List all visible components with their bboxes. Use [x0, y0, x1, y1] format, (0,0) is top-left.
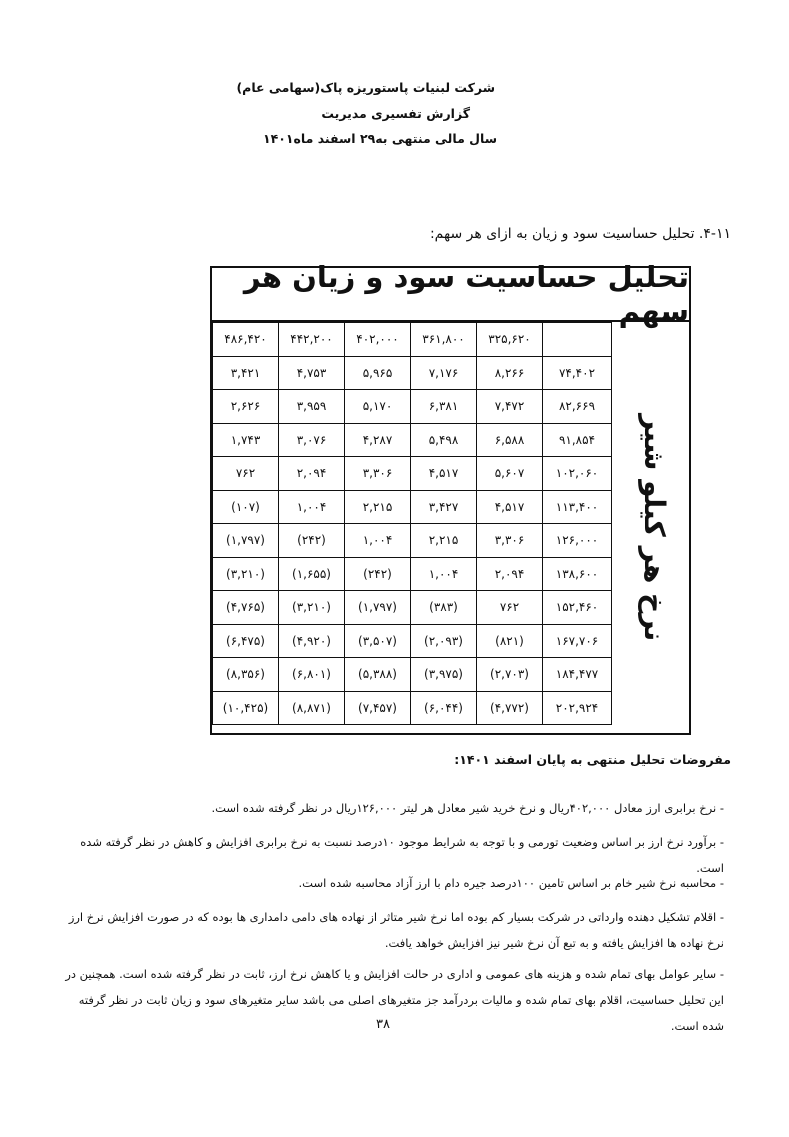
eps-value-cell: (۴,۷۷۲) — [477, 691, 543, 725]
eps-value-cell: (۳۸۳) — [411, 591, 477, 625]
section-title: ۴-۱۱. تحلیل حساسیت سود و زیان به ازای هر سهم: — [429, 226, 731, 242]
eps-value-cell: ۵,۹۶۵ — [345, 356, 411, 390]
eps-value-cell: ۳,۳۰۶ — [345, 457, 411, 491]
eps-value-cell: ۳,۰۷۶ — [279, 423, 345, 457]
fx-rate-header: ۴۰۲,۰۰۰ — [345, 323, 411, 357]
table-row — [213, 423, 681, 457]
eps-value-cell: (۱,۶۵۵) — [279, 557, 345, 591]
assumptions-title: مفروضات تحلیل منتهی به پایان اسفند ۱۴۰۱: — [454, 752, 731, 767]
assumption-item: - سایر عوامل بهای تمام شده و هزینه های عمومی و اداری در حالت افزایش و یا کاهش نرخ ارز، ثابت در نظر گرفته شده است. همچنین در این تحلیل حساسیت، اقلام بهای تمام شده و مالیات بردرآمد جز متغیرهای اصلی می باشد سایر متغیرهای سود و زیان ثابت در نظر گرفته شده است. — [65, 967, 724, 1033]
milk-price-row-header: ۸۲,۶۶۹ — [543, 390, 612, 424]
eps-value-cell: ۶,۵۸۸ — [477, 423, 543, 457]
eps-value-cell: ۲,۰۹۴ — [279, 457, 345, 491]
fiscal-period: سال مالی منتهی به۲۹ اسفند ماه۱۴۰۱ — [263, 131, 497, 146]
page-number: ۳۸ — [376, 1017, 390, 1032]
eps-value-cell: ۴,۲۸۷ — [345, 423, 411, 457]
table-row — [213, 658, 681, 692]
fx-rate-header: ۳۶۱,۸۰۰ — [411, 323, 477, 357]
eps-value-cell: (۲,۷۰۳) — [477, 658, 543, 692]
milk-price-row-header: ۱۶۷,۷۰۶ — [543, 624, 612, 658]
eps-value-cell: ۴,۷۵۳ — [279, 356, 345, 390]
assumption-item: - اقلام تشکیل دهنده وارداتی در شرکت بسیار کم بوده اما نرخ شیر متاثر از نهاده های دامی دامداری ها بوده که در صورت افزایش نرخ ارز نرخ نهاده ها افزایش یافته و به تبع آن نرخ شیر نیز افزایش خواهد یافت. — [68, 910, 724, 950]
eps-value-cell: ۱,۰۰۴ — [345, 524, 411, 558]
eps-value-cell: (۱۰,۴۲۵) — [213, 691, 279, 725]
eps-value-cell: (۲,۰۹۳) — [411, 624, 477, 658]
eps-value-cell: (۳,۵۰۷) — [345, 624, 411, 658]
eps-value-cell: ۷,۴۷۲ — [477, 390, 543, 424]
eps-value-cell: (۷,۴۵۷) — [345, 691, 411, 725]
milk-price-row-header: ۱۵۲,۴۶۰ — [543, 591, 612, 625]
eps-value-cell: ۲,۶۲۶ — [213, 390, 279, 424]
eps-value-cell: (۸,۸۷۱) — [279, 691, 345, 725]
assumption-item: - برآورد نرخ ارز بر اساس وضعیت تورمی و با توجه به شرایط موجود ۱۰درصد نسبت به نرخ برابری افزایش و کاهش در نظر گرفته شده است. — [80, 835, 724, 875]
eps-value-cell: (۸,۳۵۶) — [213, 658, 279, 692]
eps-value-cell: ۱,۰۰۴ — [279, 490, 345, 524]
corner-cell — [543, 323, 612, 357]
eps-value-cell: (۲۴۲) — [345, 557, 411, 591]
eps-value-cell: (۳,۹۷۵) — [411, 658, 477, 692]
eps-value-cell: (۱,۷۹۷) — [213, 524, 279, 558]
eps-value-cell: (۳,۲۱۰) — [213, 557, 279, 591]
table-row — [213, 390, 681, 424]
eps-value-cell: ۳,۹۵۹ — [279, 390, 345, 424]
eps-value-cell: ۳,۴۲۷ — [411, 490, 477, 524]
eps-value-cell: ۲,۰۹۴ — [477, 557, 543, 591]
milk-price-row-header: ۷۴,۴۰۲ — [543, 356, 612, 390]
milk-price-axis-label: نرخ هر کیلو شیر — [638, 414, 671, 642]
eps-value-cell: ۵,۴۹۸ — [411, 423, 477, 457]
eps-value-cell: (۶,۸۰۱) — [279, 658, 345, 692]
table-title: تحلیل حساسیت سود و زیان هر سهم — [212, 268, 689, 322]
milk-price-row-header: ۹۱,۸۵۴ — [543, 423, 612, 457]
fx-rate-header: ۴۸۶,۴۲۰ — [213, 323, 279, 357]
eps-value-cell: ۳,۴۲۱ — [213, 356, 279, 390]
eps-value-cell: ۳,۳۰۶ — [477, 524, 543, 558]
report-title: گزارش تفسیری مدیریت — [321, 106, 470, 121]
eps-value-cell: ۵,۶۰۷ — [477, 457, 543, 491]
fx-rate-header: ۴۴۲,۲۰۰ — [279, 323, 345, 357]
eps-value-cell: ۵,۱۷۰ — [345, 390, 411, 424]
eps-value-cell: ۲,۲۱۵ — [345, 490, 411, 524]
milk-price-row-header: ۱۰۲,۰۶۰ — [543, 457, 612, 491]
company-name: شرکت لبنیات پاستوریزه پاک(سهامی عام) — [236, 80, 495, 95]
eps-value-cell: (۲۴۲) — [279, 524, 345, 558]
eps-value-cell: ۲,۲۱۵ — [411, 524, 477, 558]
eps-value-cell: (۴,۷۶۵) — [213, 591, 279, 625]
eps-value-cell: (۶,۴۷۵) — [213, 624, 279, 658]
table-row — [213, 591, 681, 625]
eps-value-cell: ۱,۷۴۳ — [213, 423, 279, 457]
table-row — [213, 524, 681, 558]
column-header-row — [213, 323, 681, 357]
eps-value-cell: ۸,۲۶۶ — [477, 356, 543, 390]
table-row — [213, 691, 681, 725]
sensitivity-grid — [212, 322, 681, 725]
eps-value-cell: (۱۰۷) — [213, 490, 279, 524]
table-row — [213, 457, 681, 491]
assumption-item: - نرخ برابری ارز معادل ۴۰۲,۰۰۰ریال و نرخ خرید شیر معادل هر لیتر ۱۲۶,۰۰۰ریال در نظر گرفته شده است. — [211, 801, 724, 815]
eps-value-cell: ۴,۵۱۷ — [411, 457, 477, 491]
milk-price-row-header: ۱۲۶,۰۰۰ — [543, 524, 612, 558]
eps-value-cell: (۶,۰۴۴) — [411, 691, 477, 725]
table-row — [213, 356, 681, 390]
assumption-item: - محاسبه نرخ شیر خام بر اساس تامین ۱۰۰درصد جیره دام با ارز آزاد محاسبه شده است. — [298, 876, 724, 890]
eps-value-cell: ۱,۰۰۴ — [411, 557, 477, 591]
eps-value-cell: (۱,۷۹۷) — [345, 591, 411, 625]
eps-value-cell: (۸۲۱) — [477, 624, 543, 658]
eps-value-cell: ۶,۳۸۱ — [411, 390, 477, 424]
eps-value-cell: ۷۶۲ — [213, 457, 279, 491]
eps-value-cell: ۷,۱۷۶ — [411, 356, 477, 390]
milk-price-row-header: ۱۱۳,۴۰۰ — [543, 490, 612, 524]
eps-value-cell: ۷۶۲ — [477, 591, 543, 625]
table-row — [213, 624, 681, 658]
eps-value-cell: (۳,۲۱۰) — [279, 591, 345, 625]
milk-price-row-header: ۱۸۴,۴۷۷ — [543, 658, 612, 692]
milk-price-row-header: ۱۳۸,۶۰۰ — [543, 557, 612, 591]
milk-price-row-header: ۲۰۲,۹۲۴ — [543, 691, 612, 725]
eps-value-cell: (۵,۳۸۸) — [345, 658, 411, 692]
fx-rate-header: ۳۲۵,۶۲۰ — [477, 323, 543, 357]
table-row — [213, 490, 681, 524]
sensitivity-table — [210, 260, 691, 735]
eps-value-cell: ۴,۵۱۷ — [477, 490, 543, 524]
eps-value-cell: (۴,۹۲۰) — [279, 624, 345, 658]
table-row — [213, 557, 681, 591]
